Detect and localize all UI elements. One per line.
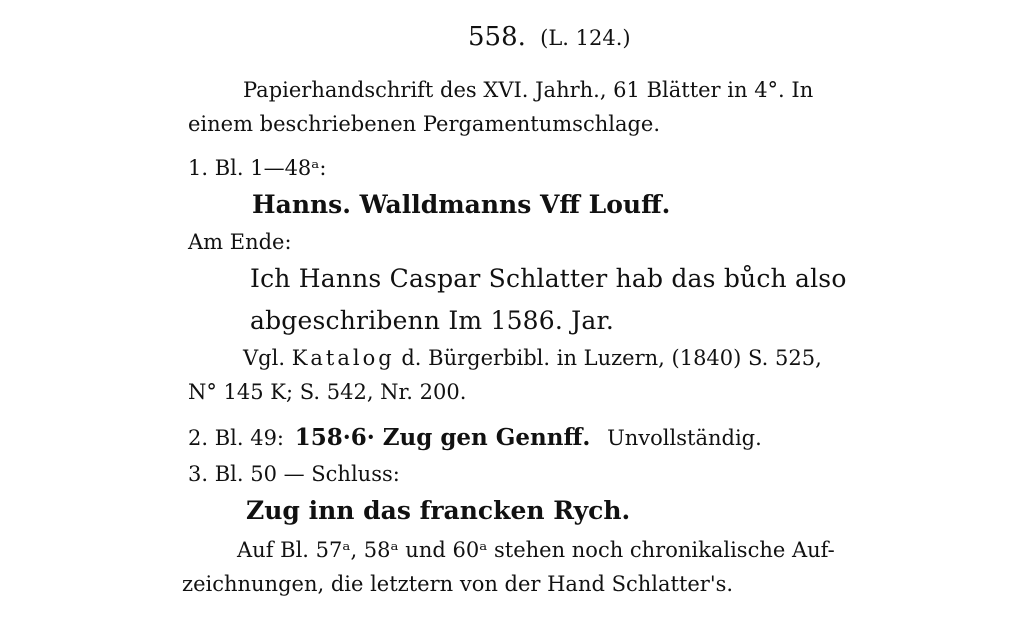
section-3-note-line-2: zeichnungen, die letztern von der Hand Schlatter's. bbox=[182, 572, 734, 596]
description-line-2: einem beschriebenen Pergamentumschlage. bbox=[188, 112, 661, 136]
section-3-note-line-1: Auf Bl. 57ᵃ, 58ᵃ und 60ᵃ stehen noch chronikalische Auf- bbox=[237, 538, 835, 562]
section-2-title: 158·6· Zug gen Gennff. bbox=[294, 424, 591, 451]
section-1-reference-line-2: N° 145 K; S. 542, Nr. 200. bbox=[188, 380, 467, 404]
section-3-title: Zug inn das francken Rych. bbox=[246, 496, 631, 525]
description-line-1: Papierhandschrift des XVI. Jahrh., 61 Blätter in 4°. In bbox=[243, 78, 814, 102]
reference-prefix: Vgl. bbox=[243, 346, 285, 370]
section-3-label: 3. Bl. 50 — Schluss: bbox=[188, 462, 400, 486]
section-1-title: Hanns. Walldmanns Vff Louff. bbox=[252, 190, 671, 219]
entry-reference: (L. 124.) bbox=[540, 26, 631, 50]
entry-number: 558. bbox=[468, 22, 526, 52]
entry-header bbox=[468, 24, 631, 50]
section-1-quote-line-2: abgeschribenn Im 1586. Jar. bbox=[250, 306, 615, 335]
section-1-label: 1. Bl. 1—48ᵃ: bbox=[188, 156, 327, 180]
reference-katalog: Katalog bbox=[291, 346, 395, 370]
section-2-note: Unvollständig. bbox=[607, 426, 762, 450]
section-1-reference-line-1 bbox=[243, 348, 822, 369]
section-2-line bbox=[188, 426, 762, 449]
section-2-label: 2. Bl. 49: bbox=[188, 426, 285, 450]
reference-rest: d. Bürgerbibl. in Luzern, (1840) S. 525, bbox=[401, 346, 822, 370]
section-1-am-ende: Am Ende: bbox=[188, 230, 292, 254]
section-1-quote-line-1: Ich Hanns Caspar Schlatter hab das bůch also bbox=[250, 264, 847, 293]
